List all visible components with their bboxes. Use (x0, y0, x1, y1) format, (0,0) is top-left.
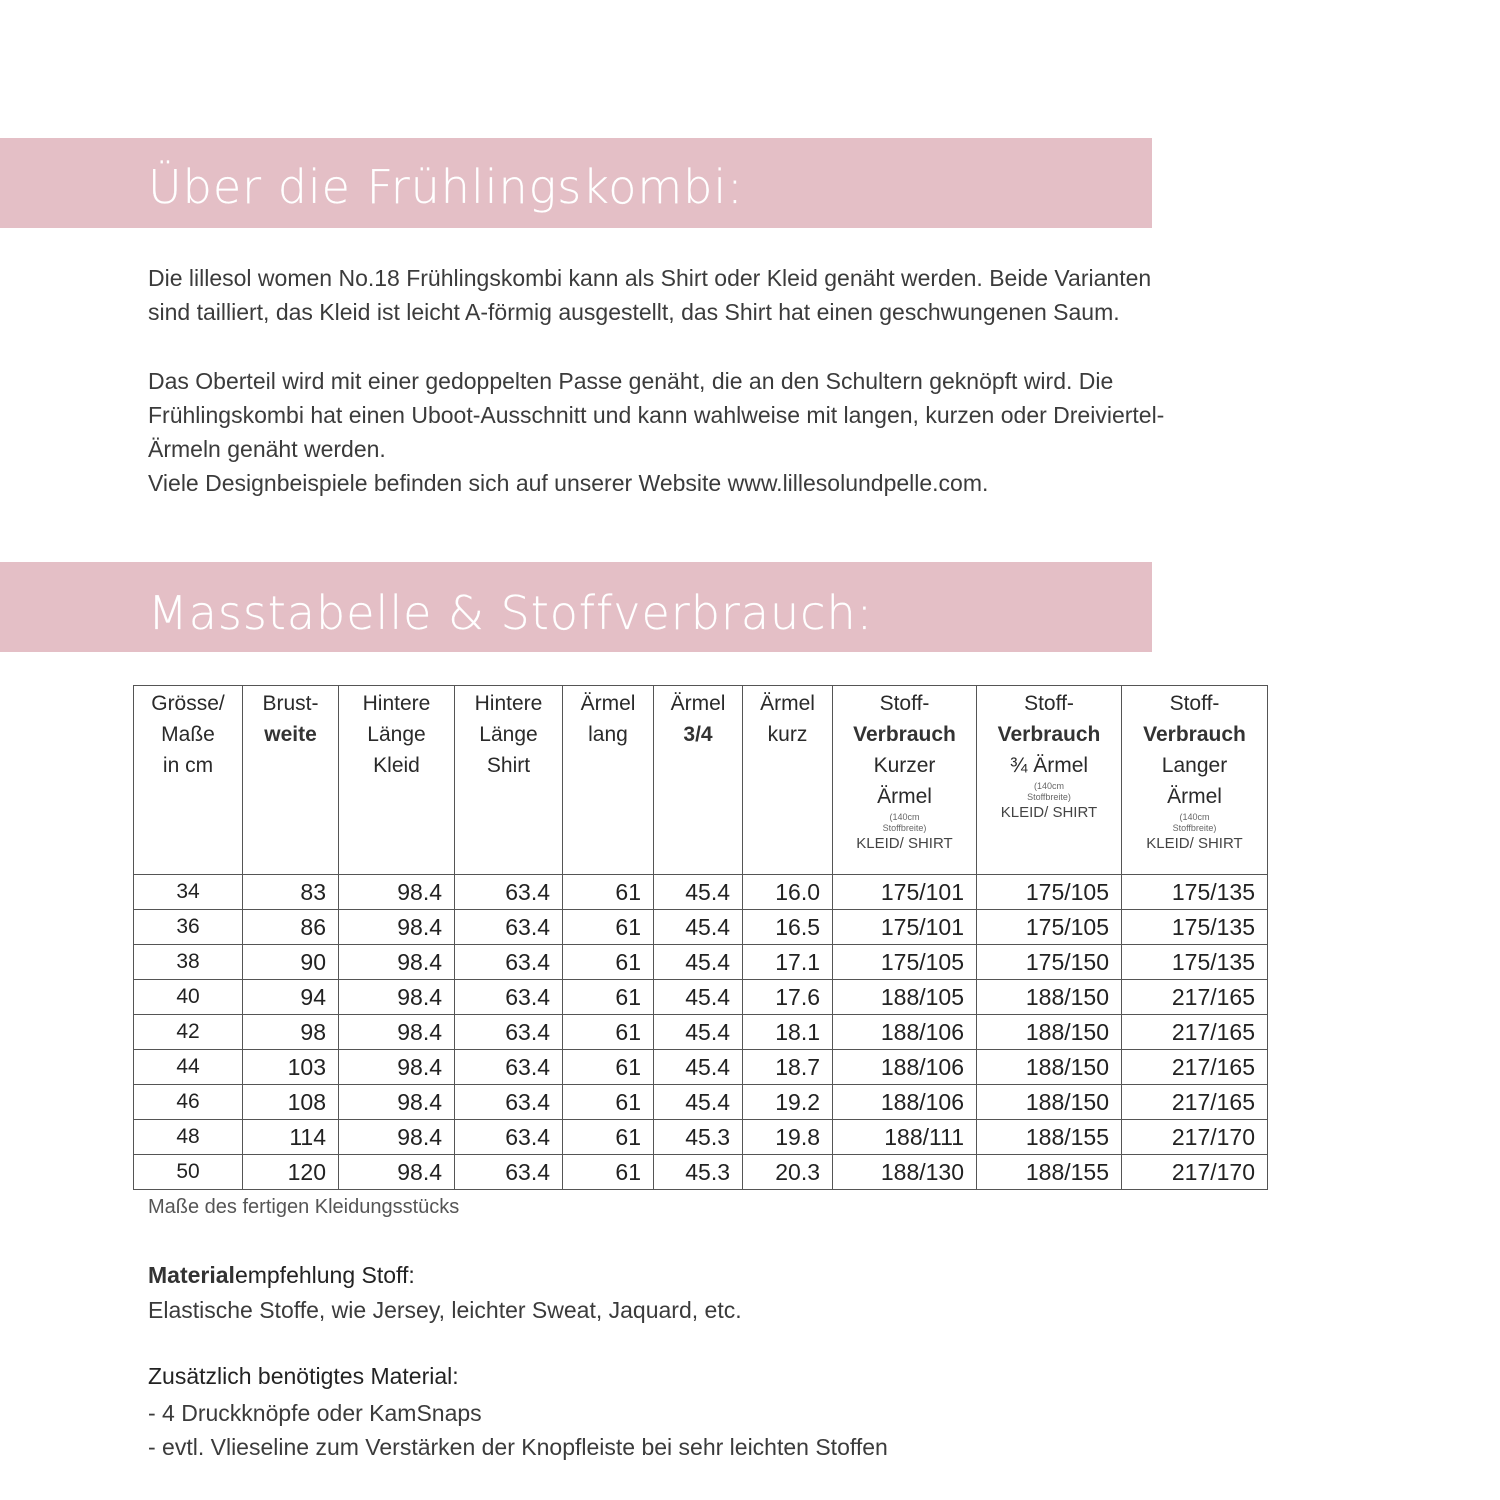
header-stoff-lang: Stoff- Verbrauch Langer Ärmel (140cm Stoffbreite) KLEID/ SHIRT (1122, 686, 1268, 875)
cell-stoff-lang: 175/135 (1122, 875, 1268, 910)
cell-stoff-34: 188/155 (977, 1155, 1122, 1190)
table-body (134, 875, 1268, 1190)
cell-laenge-shirt: 63.4 (455, 1085, 563, 1120)
cell-size: 46 (134, 1085, 243, 1120)
cell-laenge-shirt: 63.4 (455, 1155, 563, 1190)
size-table (133, 685, 1268, 1190)
header-size: Grösse/ Maße in cm (134, 686, 243, 875)
table-row (134, 1015, 1268, 1050)
cell-aermel-lang: 61 (563, 875, 654, 910)
header-aermel-lang: Ärmel lang (563, 686, 654, 875)
header-stoff-34: Stoff- Verbrauch ¾ Ärmel (140cm Stoffbreite) KLEID/ SHIRT (977, 686, 1122, 875)
cell-stoff-kurz: 188/111 (833, 1120, 977, 1155)
cell-laenge-shirt: 63.4 (455, 910, 563, 945)
section-banner-about (0, 138, 1152, 228)
cell-stoff-34: 188/155 (977, 1120, 1122, 1155)
cell-laenge-shirt: 63.4 (455, 875, 563, 910)
cell-brustweite: 103 (243, 1050, 339, 1085)
about-line: Das Oberteil wird mit einer gedoppelten Passe genäht, die an den Schultern geknöpft wird. Die (148, 368, 1114, 394)
cell-size: 38 (134, 945, 243, 980)
header-stoff-kurz: Stoff- Verbrauch Kurzer Ärmel (140cm Stoffbreite) KLEID/ SHIRT (833, 686, 977, 875)
cell-aermel-lang: 61 (563, 1050, 654, 1085)
cell-aermel-kurz: 16.0 (743, 875, 833, 910)
cell-aermel-lang: 61 (563, 910, 654, 945)
cell-laenge-kleid: 98.4 (339, 875, 455, 910)
cell-aermel-kurz: 18.7 (743, 1050, 833, 1085)
cell-stoff-kurz: 188/106 (833, 1050, 977, 1085)
table-header-row (134, 686, 1268, 875)
about-line: Ärmeln genäht werden. (148, 436, 386, 462)
cell-brustweite: 86 (243, 910, 339, 945)
table-row (134, 945, 1268, 980)
cell-size: 36 (134, 910, 243, 945)
cell-stoff-kurz: 175/101 (833, 910, 977, 945)
extra-material-heading: Zusätzlich benötigtes Material: (148, 1363, 459, 1389)
cell-aermel-kurz: 16.5 (743, 910, 833, 945)
cell-stoff-kurz: 188/106 (833, 1085, 977, 1120)
cell-stoff-lang: 217/165 (1122, 980, 1268, 1015)
cell-size: 42 (134, 1015, 243, 1050)
section-title-about: Über die Frühlingskombi: (148, 160, 744, 214)
material-heading-bold: Material (148, 1262, 235, 1288)
cell-stoff-lang: 217/165 (1122, 1015, 1268, 1050)
cell-aermel-kurz: 20.3 (743, 1155, 833, 1190)
cell-laenge-shirt: 63.4 (455, 1120, 563, 1155)
cell-aermel-kurz: 17.1 (743, 945, 833, 980)
table-row (134, 910, 1268, 945)
cell-aermel-34: 45.3 (654, 1120, 743, 1155)
about-line: sind tailliert, das Kleid ist leicht A-förmig ausgestellt, das Shirt hat einen geschwungenen Saum. (148, 299, 1120, 325)
cell-aermel-34: 45.4 (654, 875, 743, 910)
cell-stoff-34: 175/150 (977, 945, 1122, 980)
table-row (134, 1120, 1268, 1155)
cell-size: 40 (134, 980, 243, 1015)
cell-aermel-lang: 61 (563, 1120, 654, 1155)
cell-stoff-lang: 217/170 (1122, 1155, 1268, 1190)
cell-size: 44 (134, 1050, 243, 1085)
about-paragraph-1 (148, 261, 1151, 329)
cell-aermel-lang: 61 (563, 980, 654, 1015)
cell-size: 34 (134, 875, 243, 910)
cell-stoff-kurz: 188/130 (833, 1155, 977, 1190)
extra-material-list (148, 1396, 888, 1464)
cell-laenge-shirt: 63.4 (455, 945, 563, 980)
cell-aermel-kurz: 17.6 (743, 980, 833, 1015)
cell-stoff-kurz: 175/101 (833, 875, 977, 910)
cell-aermel-34: 45.4 (654, 1050, 743, 1085)
cell-brustweite: 94 (243, 980, 339, 1015)
cell-aermel-lang: 61 (563, 1155, 654, 1190)
cell-aermel-34: 45.4 (654, 945, 743, 980)
material-text: Elastische Stoffe, wie Jersey, leichter Sweat, Jaquard, etc. (148, 1297, 742, 1323)
cell-brustweite: 83 (243, 875, 339, 910)
cell-aermel-34: 45.4 (654, 910, 743, 945)
cell-brustweite: 120 (243, 1155, 339, 1190)
cell-stoff-34: 188/150 (977, 1085, 1122, 1120)
cell-stoff-lang: 175/135 (1122, 910, 1268, 945)
cell-laenge-kleid: 98.4 (339, 1085, 455, 1120)
cell-laenge-shirt: 63.4 (455, 1050, 563, 1085)
cell-stoff-lang: 175/135 (1122, 945, 1268, 980)
cell-aermel-lang: 61 (563, 945, 654, 980)
header-laenge-kleid: Hintere Länge Kleid (339, 686, 455, 875)
table-row (134, 1085, 1268, 1120)
about-paragraph-2 (148, 364, 1164, 500)
table-row (134, 1155, 1268, 1190)
cell-stoff-34: 188/150 (977, 1050, 1122, 1085)
cell-aermel-lang: 61 (563, 1015, 654, 1050)
list-item: - 4 Druckknöpfe oder KamSnaps (148, 1400, 482, 1426)
header-aermel-34: Ärmel 3/4 (654, 686, 743, 875)
header-brustweite: Brust- weite (243, 686, 339, 875)
cell-laenge-kleid: 98.4 (339, 1120, 455, 1155)
header-laenge-shirt: Hintere Länge Shirt (455, 686, 563, 875)
cell-laenge-kleid: 98.4 (339, 945, 455, 980)
cell-laenge-kleid: 98.4 (339, 1155, 455, 1190)
cell-laenge-kleid: 98.4 (339, 980, 455, 1015)
cell-brustweite: 98 (243, 1015, 339, 1050)
cell-laenge-kleid: 98.4 (339, 1050, 455, 1085)
cell-stoff-34: 175/105 (977, 910, 1122, 945)
cell-brustweite: 114 (243, 1120, 339, 1155)
cell-size: 48 (134, 1120, 243, 1155)
about-line-website: Viele Designbeispiele befinden sich auf unserer Website www.lillesolundpelle.com. (148, 470, 989, 496)
cell-aermel-34: 45.4 (654, 1015, 743, 1050)
about-line: Die lillesol women No.18 Frühlingskombi kann als Shirt oder Kleid genäht werden. Beide Varianten (148, 265, 1152, 291)
cell-aermel-lang: 61 (563, 1085, 654, 1120)
cell-stoff-34: 175/105 (977, 875, 1122, 910)
cell-stoff-lang: 217/165 (1122, 1050, 1268, 1085)
cell-brustweite: 90 (243, 945, 339, 980)
cell-stoff-kurz: 175/105 (833, 945, 977, 980)
cell-stoff-lang: 217/165 (1122, 1085, 1268, 1120)
cell-stoff-kurz: 188/106 (833, 1015, 977, 1050)
section-banner-table (0, 562, 1152, 652)
table-row (134, 875, 1268, 910)
cell-aermel-34: 45.3 (654, 1155, 743, 1190)
cell-aermel-kurz: 19.8 (743, 1120, 833, 1155)
cell-brustweite: 108 (243, 1085, 339, 1120)
table-row (134, 980, 1268, 1015)
cell-laenge-kleid: 98.4 (339, 1015, 455, 1050)
cell-aermel-34: 45.4 (654, 1085, 743, 1120)
cell-stoff-34: 188/150 (977, 980, 1122, 1015)
cell-aermel-kurz: 18.1 (743, 1015, 833, 1050)
table-row (134, 1050, 1268, 1085)
cell-size: 50 (134, 1155, 243, 1190)
cell-aermel-34: 45.4 (654, 980, 743, 1015)
cell-laenge-kleid: 98.4 (339, 910, 455, 945)
cell-aermel-kurz: 19.2 (743, 1085, 833, 1120)
material-heading-rest: empfehlung Stoff: (234, 1262, 415, 1288)
cell-laenge-shirt: 63.4 (455, 1015, 563, 1050)
table-note: Maße des fertigen Kleidungsstücks (148, 1196, 460, 1218)
section-title-table: Masstabelle & Stoffverbrauch: (148, 586, 874, 640)
cell-stoff-kurz: 188/105 (833, 980, 977, 1015)
cell-stoff-34: 188/150 (977, 1015, 1122, 1050)
about-line: Frühlingskombi hat einen Uboot-Ausschnitt und kann wahlweise mit langen, kurzen oder Dreiviertel- (148, 402, 1165, 428)
material-heading (148, 1262, 415, 1289)
cell-stoff-lang: 217/170 (1122, 1120, 1268, 1155)
list-item: - evtl. Vlieseline zum Verstärken der Knopfleiste bei sehr leichten Stoffen (148, 1434, 888, 1460)
cell-laenge-shirt: 63.4 (455, 980, 563, 1015)
header-aermel-kurz: Ärmel kurz (743, 686, 833, 875)
